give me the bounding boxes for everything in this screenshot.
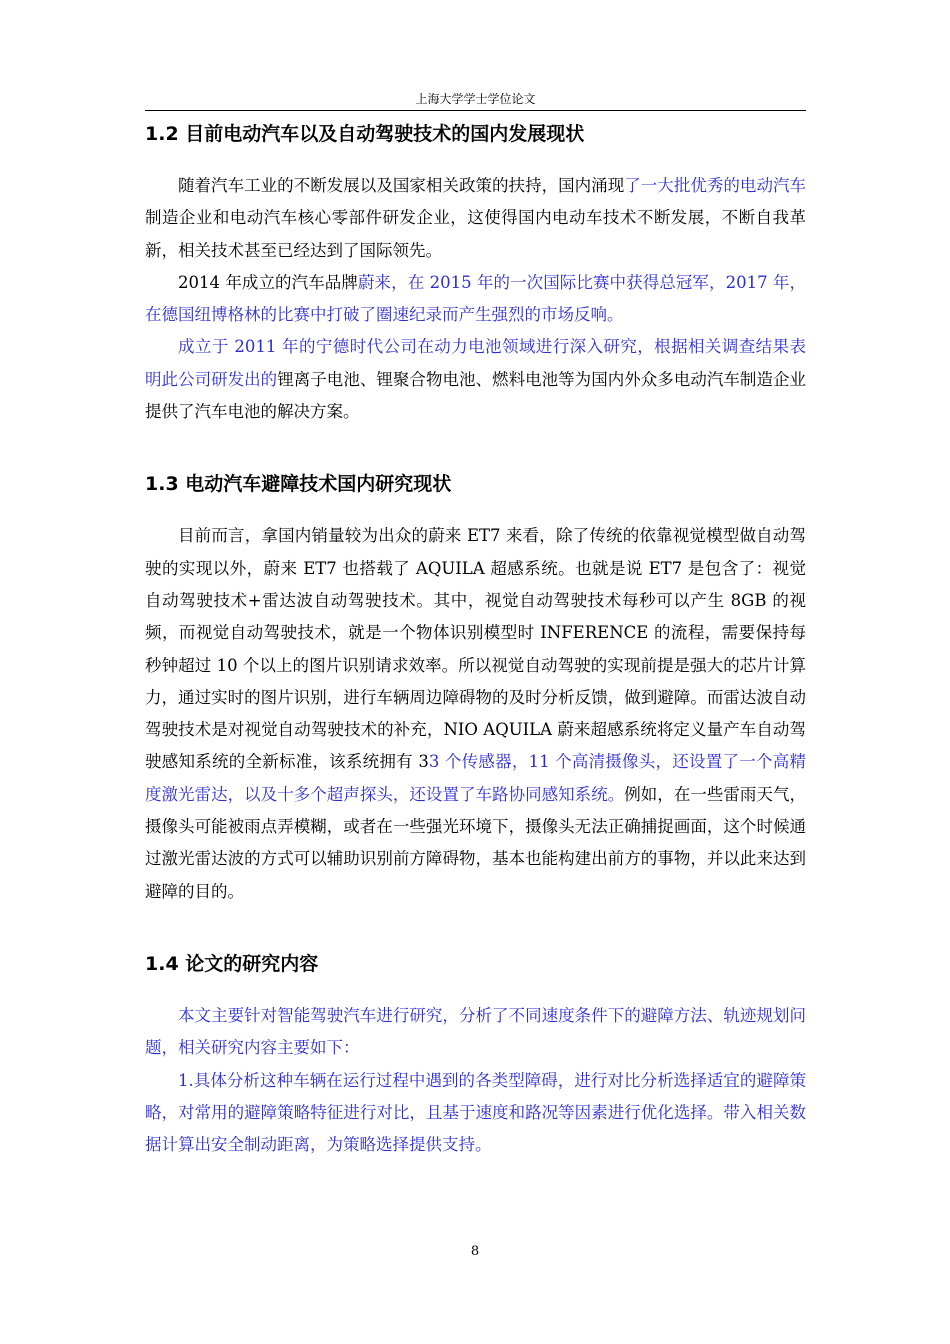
page-number: 8 bbox=[470, 1244, 480, 1259]
text-run: 例如，在一些雷雨天气，摄像头可能被雨点弄模糊，或者在一些强光环境下，摄像头无法正确捕捉画面，这个时候通过激光雷达波的方式可以辅助识别前方障碍物，基本也能构建出前方的事物，并以此来达到避障的目的。 bbox=[145, 784, 807, 901]
text-run: 制造企业和电动汽车核心零部件研发企业，这使得国内电动车技术不断发展，不断自我革新，相关技术甚至已经达到了国际领先。 bbox=[145, 208, 806, 260]
section-heading-1-4: 1.4 论文的研究内容 bbox=[145, 952, 319, 975]
highlighted-text-run: 3 个传感器，11 个高清摄像头，还设置了一个高精度激光雷达，以及十多个超声探头，还设置了车路协同感知系统。 bbox=[145, 752, 806, 804]
text-run: 2014 年成立的汽车品牌 bbox=[178, 272, 358, 292]
highlighted-text-run: 成立于 2011 年的宁德时代公司在动力电池领域进行深入研究，根据相关调查结果表明此公司研发出的 bbox=[145, 337, 806, 389]
highlighted-text-run: 了一大批优秀的电动汽车 bbox=[624, 176, 807, 195]
header-rule bbox=[145, 110, 806, 111]
highlighted-text-run: 本文主要针对智能驾驶汽车进行研究，分析了不同速度条件下的避障方法、轨迹规划问题，相关研究内容主要如下： bbox=[145, 1005, 806, 1058]
section-heading-1-2: 1.2 目前电动汽车以及自动驾驶技术的国内发展现状 bbox=[145, 123, 585, 145]
paragraph bbox=[145, 1065, 806, 1162]
running-header: 上海大学学士学位论文 bbox=[415, 92, 536, 106]
paragraph bbox=[145, 331, 806, 428]
text-run: 随着汽车工业的不断发展以及国家相关政策的扶持，国内涌现 bbox=[178, 176, 625, 195]
paragraph bbox=[145, 267, 806, 332]
highlighted-text-run: 1.具体分析这种车辆在运行过程中遇到的各类型障碍，进行对比分析选择适宜的避障策略，对常用的避障策略特征进行对比，且基于速度和路况等因素进行优化选择。带入相关数据计算出安全制动距离，为策略选择提供支持。 bbox=[145, 1070, 806, 1155]
paragraph bbox=[145, 170, 806, 267]
paragraph bbox=[145, 520, 806, 908]
page-body bbox=[145, 112, 806, 1161]
section-heading-1-3: 1.3 电动汽车避障技术国内研究现状 bbox=[145, 473, 452, 496]
text-run: 目前而言，拿国内销量较为出众的蔚来 ET7 来看，除了传统的依靠视觉模型做自动驾驶的实现以外，蔚来 ET7 也搭载了 AQUILA 超感系统。也就是说 ET7 是包含了：视觉自动驾驶技术+雷达波自动驾驶技术。其中，视觉自动驾驶技术每秒可以产生 8GB 的视频，而视觉自动驾驶技术，就是一个物体识别模型时 INFERENCE 的流程，需要保持每秒钟超过 10 个以上的图片识别请求效率。所以视觉自动驾驶的实现前提是强大的芯片计算力，通过实时的图片识别，进行车辆周边障碍物的及时分析反馈，做到避障。而雷达波自动驾驶技术是对视觉自动驾驶技术的补充，NIO AQUILA 蔚来超感系统将定义量产车自动驾驶感知系统的全新标准，该系统拥有 3 bbox=[145, 526, 806, 772]
text-run: 锂离子电池、锂聚合物电池、燃料电池等为国内外众多电动汽车制造企业提供了汽车电池的解决方案。 bbox=[145, 369, 807, 422]
highlighted-text-run: 蔚来，在 2015 年的一次国际比赛中获得总冠军，2017 年，在德国纽博格林的比赛中打破了圈速纪录而产生强烈的市场反响。 bbox=[145, 272, 806, 325]
paragraph bbox=[145, 1000, 806, 1065]
